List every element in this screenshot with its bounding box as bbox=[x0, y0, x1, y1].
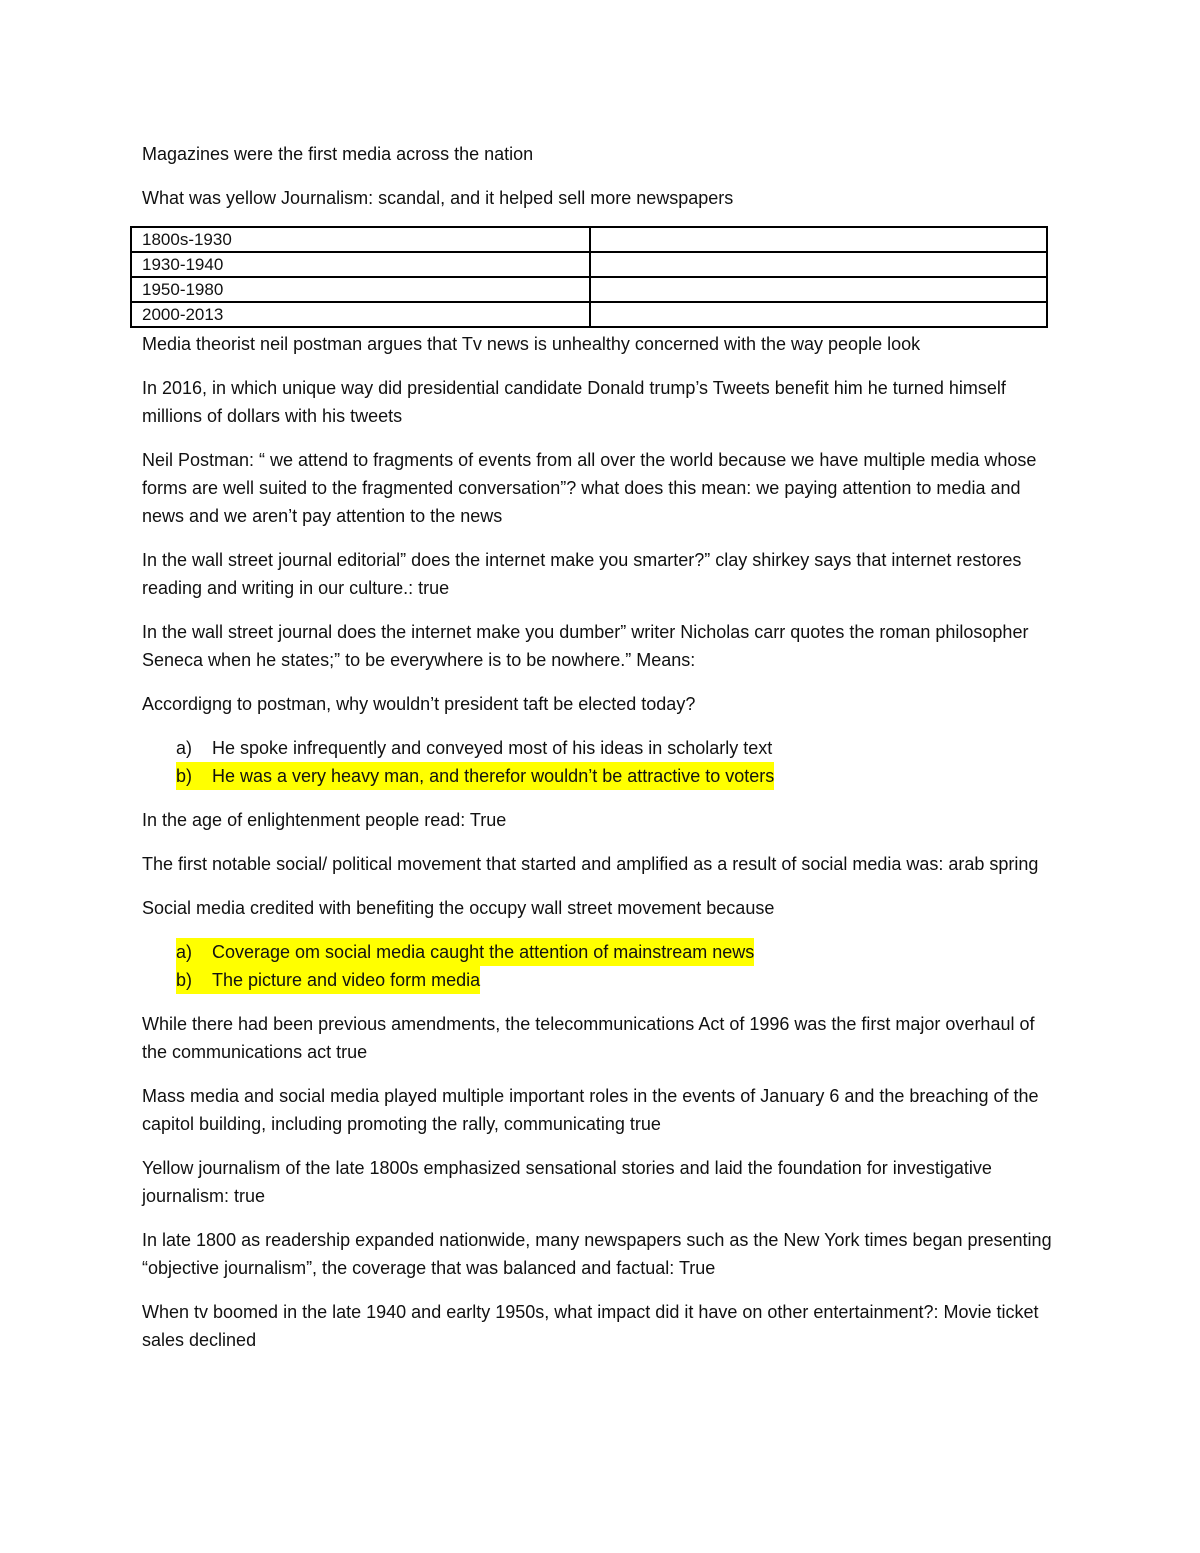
period-cell: 2000-2013 bbox=[131, 302, 590, 327]
intro-line-magazines: Magazines were the first media across the nation bbox=[142, 144, 534, 164]
option-marker-highlighted: b) bbox=[176, 966, 212, 994]
document-body bbox=[142, 140, 1052, 1370]
option-text-highlighted: The picture and video form media bbox=[212, 966, 480, 994]
table-row bbox=[131, 227, 1047, 252]
list-item bbox=[176, 734, 1052, 762]
list-item bbox=[176, 762, 1052, 790]
paragraph-january-6: Mass media and social media played multiple important roles in the events of January 6 and the breaching of the capitol building, including promoting the rally, communicating true bbox=[142, 1086, 1039, 1134]
list-item bbox=[176, 966, 1052, 994]
option-text-highlighted: He was a very heavy man, and therefor wouldn’t be attractive to voters bbox=[212, 762, 774, 790]
paragraph-arab-spring: The first notable social/ political movement that started and amplified as a result of social media was: arab spring bbox=[142, 854, 1039, 874]
timeline-table bbox=[130, 226, 1048, 328]
paragraph-carr-dumber: In the wall street journal does the internet make you dumber” writer Nicholas carr quotes the roman philosopher Seneca when he states;” to be everywhere is to be nowhere.” Means: bbox=[142, 622, 1029, 670]
table-row bbox=[131, 252, 1047, 277]
note-cell bbox=[590, 227, 1047, 252]
paragraph-trump-tweets: In 2016, in which unique way did presidential candidate Donald trump’s Tweets benefit him he turned himself millions of dollars with his tweets bbox=[142, 378, 1006, 426]
period-cell: 1930-1940 bbox=[131, 252, 590, 277]
period-cell: 1800s-1930 bbox=[131, 227, 590, 252]
note-cell bbox=[590, 252, 1047, 277]
option-marker-highlighted: a) bbox=[176, 938, 212, 966]
table-row bbox=[131, 277, 1047, 302]
paragraph-postman-tv: Media theorist neil postman argues that Tv news is unhealthy concerned with the way people look bbox=[142, 334, 921, 354]
paragraph-telecom-act: While there had been previous amendments, the telecommunications Act of 1996 was the first major overhaul of the communications act true bbox=[142, 1014, 1035, 1062]
note-cell bbox=[590, 277, 1047, 302]
list-item bbox=[176, 938, 1052, 966]
paragraph-postman-fragments: Neil Postman: “ we attend to fragments of events from all over the world because we have multiple media whose forms are well suited to the fragmented conversation”? what does this mean: we paying attention to media and news and we aren’t pay attention to the news bbox=[142, 450, 1037, 526]
option-text-highlighted: Coverage om social media caught the attention of mainstream news bbox=[212, 938, 754, 966]
paragraph-enlightenment: In the age of enlightenment people read: True bbox=[142, 810, 507, 830]
occupy-options-list bbox=[142, 938, 1052, 994]
option-text: He spoke infrequently and conveyed most of his ideas in scholarly text bbox=[212, 738, 773, 758]
paragraph-occupy-question: Social media credited with benefiting the occupy wall street movement because bbox=[142, 898, 775, 918]
paragraph-shirkey-smarter: In the wall street journal editorial” does the internet make you smarter?” clay shirkey says that internet restores reading and writing in our culture.: true bbox=[142, 550, 1022, 598]
taft-options-list bbox=[142, 734, 1052, 790]
paragraph-taft-question: Accordigng to postman, why wouldn’t president taft be elected today? bbox=[142, 694, 696, 714]
paragraph-objective-journalism: In late 1800 as readership expanded nationwide, many newspapers such as the New York times began presenting “objective journalism”, the coverage that was balanced and factual: True bbox=[142, 1230, 1052, 1278]
paragraph-tv-boom: When tv boomed in the late 1940 and earlty 1950s, what impact did it have on other entertainment?: Movie ticket sales declined bbox=[142, 1302, 1039, 1350]
option-marker-highlighted: b) bbox=[176, 762, 212, 790]
table-row bbox=[131, 302, 1047, 327]
paragraph-yellow-journalism-late-1800s: Yellow journalism of the late 1800s emphasized sensational stories and laid the foundation for investigative journalism: true bbox=[142, 1158, 992, 1206]
intro-line-yellow-journalism: What was yellow Journalism: scandal, and it helped sell more newspapers bbox=[142, 188, 734, 208]
note-cell bbox=[590, 302, 1047, 327]
option-marker: a) bbox=[176, 738, 193, 758]
period-cell: 1950-1980 bbox=[131, 277, 590, 302]
